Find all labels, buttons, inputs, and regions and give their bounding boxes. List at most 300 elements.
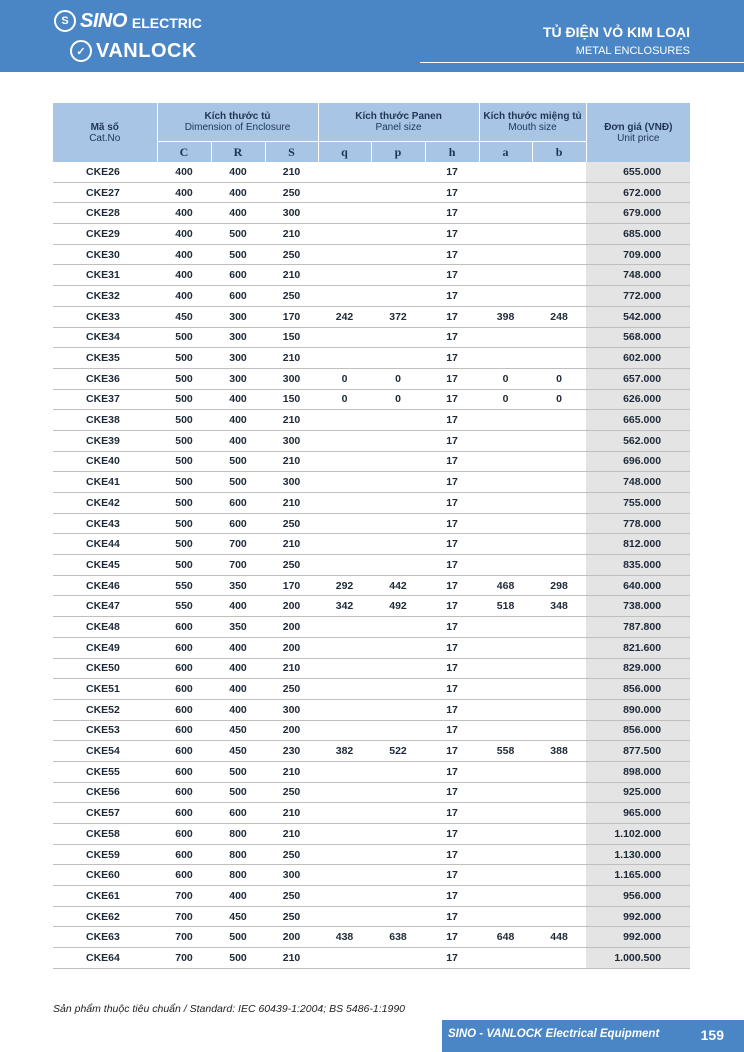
cell-r: 400 bbox=[211, 596, 265, 617]
cell-s: 250 bbox=[265, 182, 318, 203]
cell-p bbox=[371, 203, 425, 224]
cell-cat: CKE60 bbox=[53, 865, 157, 886]
cell-p bbox=[371, 286, 425, 307]
cell-q bbox=[318, 637, 371, 658]
table-row bbox=[53, 617, 690, 638]
cell-c: 500 bbox=[157, 430, 211, 451]
cell-cat: CKE40 bbox=[53, 451, 157, 472]
brand-vanlock: VANLOCK bbox=[96, 39, 197, 62]
cell-q: 342 bbox=[318, 596, 371, 617]
cell-price: 1.165.000 bbox=[586, 865, 690, 886]
cell-r: 450 bbox=[211, 741, 265, 762]
cell-b bbox=[532, 244, 586, 265]
cell-c: 600 bbox=[157, 699, 211, 720]
cell-a bbox=[479, 637, 532, 658]
cell-r: 300 bbox=[211, 327, 265, 348]
cell-b bbox=[532, 286, 586, 307]
table-row bbox=[53, 244, 690, 265]
cell-q bbox=[318, 410, 371, 431]
cell-a bbox=[479, 410, 532, 431]
cell-p bbox=[371, 948, 425, 969]
cell-c: 600 bbox=[157, 617, 211, 638]
cell-q: 382 bbox=[318, 741, 371, 762]
cell-p bbox=[371, 865, 425, 886]
cell-h: 17 bbox=[425, 286, 479, 307]
cell-cat: CKE55 bbox=[53, 761, 157, 782]
cell-q bbox=[318, 327, 371, 348]
cell-price: 856.000 bbox=[586, 720, 690, 741]
cell-s: 210 bbox=[265, 224, 318, 245]
header-price-en: Unit price bbox=[617, 132, 660, 144]
subheader-h: h bbox=[425, 142, 479, 163]
cell-p bbox=[371, 906, 425, 927]
cell-b bbox=[532, 451, 586, 472]
cell-price: 626.000 bbox=[586, 389, 690, 410]
cell-a: 0 bbox=[479, 368, 532, 389]
cell-price: 965.000 bbox=[586, 803, 690, 824]
cell-p bbox=[371, 782, 425, 803]
cell-a: 518 bbox=[479, 596, 532, 617]
cell-q bbox=[318, 844, 371, 865]
header-panel-vn: Kích thước Panen bbox=[355, 111, 442, 122]
cell-a bbox=[479, 761, 532, 782]
cell-a: 648 bbox=[479, 927, 532, 948]
cell-b bbox=[532, 699, 586, 720]
cell-a bbox=[479, 182, 532, 203]
cell-q bbox=[318, 513, 371, 534]
cell-a bbox=[479, 803, 532, 824]
cell-q bbox=[318, 265, 371, 286]
cell-p bbox=[371, 162, 425, 182]
cell-price: 956.000 bbox=[586, 886, 690, 907]
cell-s: 210 bbox=[265, 534, 318, 555]
cell-q bbox=[318, 948, 371, 969]
cell-a: 398 bbox=[479, 306, 532, 327]
cell-q bbox=[318, 617, 371, 638]
cell-c: 500 bbox=[157, 389, 211, 410]
cell-h: 17 bbox=[425, 327, 479, 348]
cell-r: 400 bbox=[211, 658, 265, 679]
brand-logo bbox=[54, 6, 202, 66]
table-row bbox=[53, 637, 690, 658]
cell-s: 300 bbox=[265, 430, 318, 451]
cell-q bbox=[318, 886, 371, 907]
cell-b bbox=[532, 906, 586, 927]
cell-q bbox=[318, 451, 371, 472]
cell-s: 250 bbox=[265, 844, 318, 865]
cell-cat: CKE57 bbox=[53, 803, 157, 824]
cell-h: 17 bbox=[425, 679, 479, 700]
cell-h: 17 bbox=[425, 203, 479, 224]
cell-b bbox=[532, 513, 586, 534]
price-table bbox=[53, 103, 690, 969]
cell-c: 600 bbox=[157, 720, 211, 741]
cell-cat: CKE46 bbox=[53, 575, 157, 596]
cell-a bbox=[479, 844, 532, 865]
cell-q: 438 bbox=[318, 927, 371, 948]
cell-b bbox=[532, 844, 586, 865]
cell-r: 450 bbox=[211, 720, 265, 741]
cell-c: 500 bbox=[157, 555, 211, 576]
cell-h: 17 bbox=[425, 244, 479, 265]
cell-s: 300 bbox=[265, 203, 318, 224]
cell-c: 500 bbox=[157, 451, 211, 472]
cell-b bbox=[532, 410, 586, 431]
cell-p bbox=[371, 451, 425, 472]
cell-s: 170 bbox=[265, 575, 318, 596]
cell-p bbox=[371, 513, 425, 534]
cell-cat: CKE44 bbox=[53, 534, 157, 555]
header-price bbox=[586, 103, 690, 162]
cell-a bbox=[479, 451, 532, 472]
cell-b: 388 bbox=[532, 741, 586, 762]
cell-h: 17 bbox=[425, 699, 479, 720]
table-row bbox=[53, 782, 690, 803]
cell-cat: CKE62 bbox=[53, 906, 157, 927]
cell-r: 400 bbox=[211, 162, 265, 182]
cell-h: 17 bbox=[425, 617, 479, 638]
table-row bbox=[53, 224, 690, 245]
cell-cat: CKE54 bbox=[53, 741, 157, 762]
cell-a bbox=[479, 286, 532, 307]
cell-price: 738.000 bbox=[586, 596, 690, 617]
cell-b bbox=[532, 803, 586, 824]
cell-price: 679.000 bbox=[586, 203, 690, 224]
cell-r: 500 bbox=[211, 472, 265, 493]
cell-cat: CKE38 bbox=[53, 410, 157, 431]
cell-price: 748.000 bbox=[586, 472, 690, 493]
cell-c: 400 bbox=[157, 286, 211, 307]
table-row bbox=[53, 844, 690, 865]
cell-c: 500 bbox=[157, 327, 211, 348]
cell-c: 550 bbox=[157, 596, 211, 617]
cell-q bbox=[318, 679, 371, 700]
cell-p bbox=[371, 493, 425, 514]
cell-r: 300 bbox=[211, 306, 265, 327]
cell-a bbox=[479, 472, 532, 493]
cell-c: 600 bbox=[157, 844, 211, 865]
cell-h: 17 bbox=[425, 906, 479, 927]
header-mouth-vn: Kích thước miệng tủ bbox=[483, 111, 582, 122]
cell-s: 250 bbox=[265, 513, 318, 534]
cell-h: 17 bbox=[425, 306, 479, 327]
table-row bbox=[53, 803, 690, 824]
cell-h: 17 bbox=[425, 803, 479, 824]
cell-q bbox=[318, 182, 371, 203]
cell-c: 500 bbox=[157, 348, 211, 369]
subheader-b: b bbox=[532, 142, 586, 163]
cell-cat: CKE26 bbox=[53, 162, 157, 182]
cell-r: 400 bbox=[211, 389, 265, 410]
cell-c: 600 bbox=[157, 865, 211, 886]
table-row bbox=[53, 430, 690, 451]
cell-h: 17 bbox=[425, 761, 479, 782]
cell-b bbox=[532, 679, 586, 700]
cell-b bbox=[532, 617, 586, 638]
cell-price: 655.000 bbox=[586, 162, 690, 182]
cell-p bbox=[371, 472, 425, 493]
cell-cat: CKE61 bbox=[53, 886, 157, 907]
cell-b bbox=[532, 555, 586, 576]
cell-r: 600 bbox=[211, 513, 265, 534]
cell-a bbox=[479, 948, 532, 969]
cell-b bbox=[532, 493, 586, 514]
cell-a bbox=[479, 430, 532, 451]
cell-q bbox=[318, 555, 371, 576]
cell-q bbox=[318, 203, 371, 224]
cell-q bbox=[318, 824, 371, 845]
table-row bbox=[53, 658, 690, 679]
cell-q: 0 bbox=[318, 389, 371, 410]
cell-r: 500 bbox=[211, 782, 265, 803]
cell-r: 350 bbox=[211, 617, 265, 638]
cell-s: 200 bbox=[265, 596, 318, 617]
cell-h: 17 bbox=[425, 493, 479, 514]
cell-q bbox=[318, 224, 371, 245]
cell-q bbox=[318, 803, 371, 824]
cell-p bbox=[371, 244, 425, 265]
cell-c: 700 bbox=[157, 906, 211, 927]
table-row bbox=[53, 513, 690, 534]
cell-a bbox=[479, 244, 532, 265]
header-panel bbox=[318, 103, 479, 142]
cell-cat: CKE49 bbox=[53, 637, 157, 658]
header-dimension bbox=[157, 103, 318, 142]
cell-s: 210 bbox=[265, 761, 318, 782]
cell-s: 300 bbox=[265, 472, 318, 493]
cell-c: 600 bbox=[157, 803, 211, 824]
cell-a bbox=[479, 534, 532, 555]
cell-c: 400 bbox=[157, 203, 211, 224]
cell-r: 500 bbox=[211, 224, 265, 245]
cell-q bbox=[318, 286, 371, 307]
cell-price: 672.000 bbox=[586, 182, 690, 203]
cell-h: 17 bbox=[425, 182, 479, 203]
cell-s: 210 bbox=[265, 658, 318, 679]
table-row bbox=[53, 472, 690, 493]
cell-p: 372 bbox=[371, 306, 425, 327]
cell-c: 500 bbox=[157, 368, 211, 389]
cell-s: 250 bbox=[265, 782, 318, 803]
cell-cat: CKE30 bbox=[53, 244, 157, 265]
header-cat-no-en: Cat.No bbox=[89, 132, 121, 144]
cell-s: 250 bbox=[265, 886, 318, 907]
table-row bbox=[53, 327, 690, 348]
cell-r: 800 bbox=[211, 865, 265, 886]
cell-r: 500 bbox=[211, 948, 265, 969]
cell-b bbox=[532, 348, 586, 369]
cell-h: 17 bbox=[425, 824, 479, 845]
cell-price: 772.000 bbox=[586, 286, 690, 307]
cell-p bbox=[371, 679, 425, 700]
cell-q bbox=[318, 430, 371, 451]
cell-price: 657.000 bbox=[586, 368, 690, 389]
cell-r: 400 bbox=[211, 679, 265, 700]
cell-h: 17 bbox=[425, 162, 479, 182]
cell-r: 800 bbox=[211, 844, 265, 865]
cell-price: 787.800 bbox=[586, 617, 690, 638]
cell-h: 17 bbox=[425, 927, 479, 948]
cell-p bbox=[371, 699, 425, 720]
table-row bbox=[53, 534, 690, 555]
subheader-r: R bbox=[211, 142, 265, 163]
cell-q: 0 bbox=[318, 368, 371, 389]
cell-cat: CKE34 bbox=[53, 327, 157, 348]
table-row bbox=[53, 699, 690, 720]
table-row bbox=[53, 182, 690, 203]
cell-cat: CKE28 bbox=[53, 203, 157, 224]
cell-price: 1.130.000 bbox=[586, 844, 690, 865]
table-row bbox=[53, 906, 690, 927]
cell-price: 755.000 bbox=[586, 493, 690, 514]
cell-price: 685.000 bbox=[586, 224, 690, 245]
cell-cat: CKE31 bbox=[53, 265, 157, 286]
cell-p bbox=[371, 327, 425, 348]
cell-a bbox=[479, 493, 532, 514]
cell-p bbox=[371, 555, 425, 576]
cell-a bbox=[479, 658, 532, 679]
subheader-p: p bbox=[371, 142, 425, 163]
cell-price: 709.000 bbox=[586, 244, 690, 265]
cell-price: 778.000 bbox=[586, 513, 690, 534]
cell-c: 450 bbox=[157, 306, 211, 327]
footer-brand-text: SINO - VANLOCK Electrical Equipment bbox=[448, 1028, 660, 1040]
cell-q bbox=[318, 761, 371, 782]
cell-r: 400 bbox=[211, 182, 265, 203]
table-row bbox=[53, 720, 690, 741]
cell-price: 856.000 bbox=[586, 679, 690, 700]
cell-price: 568.000 bbox=[586, 327, 690, 348]
cell-a bbox=[479, 617, 532, 638]
cell-s: 210 bbox=[265, 948, 318, 969]
cell-r: 500 bbox=[211, 761, 265, 782]
page-number: 159 bbox=[700, 1027, 724, 1043]
subheader-q: q bbox=[318, 142, 371, 163]
cell-b bbox=[532, 182, 586, 203]
cell-cat: CKE58 bbox=[53, 824, 157, 845]
cell-price: 602.000 bbox=[586, 348, 690, 369]
cell-price: 665.000 bbox=[586, 410, 690, 431]
cell-q bbox=[318, 162, 371, 182]
cell-q: 292 bbox=[318, 575, 371, 596]
cell-c: 600 bbox=[157, 637, 211, 658]
cell-s: 170 bbox=[265, 306, 318, 327]
cell-cat: CKE41 bbox=[53, 472, 157, 493]
cell-cat: CKE43 bbox=[53, 513, 157, 534]
cell-price: 890.000 bbox=[586, 699, 690, 720]
cell-r: 300 bbox=[211, 368, 265, 389]
header-panel-en: Panel size bbox=[375, 122, 422, 133]
table-row bbox=[53, 741, 690, 762]
cell-h: 17 bbox=[425, 368, 479, 389]
cell-a bbox=[479, 782, 532, 803]
table-row bbox=[53, 824, 690, 845]
cell-r: 500 bbox=[211, 927, 265, 948]
cell-b bbox=[532, 203, 586, 224]
cell-p: 0 bbox=[371, 389, 425, 410]
cell-p: 0 bbox=[371, 368, 425, 389]
cell-p bbox=[371, 844, 425, 865]
price-table-container bbox=[53, 103, 690, 969]
cell-h: 17 bbox=[425, 637, 479, 658]
table-row bbox=[53, 948, 690, 969]
header-mouth-en: Mouth size bbox=[508, 122, 557, 133]
table-row bbox=[53, 265, 690, 286]
header-dimension-vn: Kích thước tủ bbox=[204, 111, 271, 122]
cell-h: 17 bbox=[425, 948, 479, 969]
cell-s: 250 bbox=[265, 906, 318, 927]
cell-price: 821.600 bbox=[586, 637, 690, 658]
cell-c: 600 bbox=[157, 741, 211, 762]
table-row bbox=[53, 886, 690, 907]
cell-b bbox=[532, 865, 586, 886]
cell-r: 600 bbox=[211, 493, 265, 514]
cell-r: 800 bbox=[211, 824, 265, 845]
table-row bbox=[53, 865, 690, 886]
standard-footnote: Sản phẩm thuộc tiêu chuẩn / Standard: IEC 60439-1:2004; BS 5486-1:1990 bbox=[53, 1003, 406, 1015]
cell-r: 400 bbox=[211, 886, 265, 907]
cell-s: 300 bbox=[265, 865, 318, 886]
cell-price: 898.000 bbox=[586, 761, 690, 782]
cell-h: 17 bbox=[425, 782, 479, 803]
table-row bbox=[53, 203, 690, 224]
cell-s: 230 bbox=[265, 741, 318, 762]
cell-b bbox=[532, 824, 586, 845]
table-row bbox=[53, 286, 690, 307]
subheader-a: a bbox=[479, 142, 532, 163]
cell-s: 210 bbox=[265, 803, 318, 824]
cell-b: 348 bbox=[532, 596, 586, 617]
cell-b: 248 bbox=[532, 306, 586, 327]
table-row bbox=[53, 368, 690, 389]
cell-c: 700 bbox=[157, 948, 211, 969]
cell-c: 600 bbox=[157, 679, 211, 700]
cell-price: 542.000 bbox=[586, 306, 690, 327]
cell-r: 700 bbox=[211, 534, 265, 555]
cell-price: 925.000 bbox=[586, 782, 690, 803]
table-row bbox=[53, 306, 690, 327]
cell-s: 210 bbox=[265, 493, 318, 514]
cell-c: 600 bbox=[157, 782, 211, 803]
cell-h: 17 bbox=[425, 865, 479, 886]
cell-p bbox=[371, 410, 425, 431]
cell-p bbox=[371, 430, 425, 451]
cell-cat: CKE27 bbox=[53, 182, 157, 203]
cell-q bbox=[318, 472, 371, 493]
cell-a bbox=[479, 555, 532, 576]
subheader-c: C bbox=[157, 142, 211, 163]
subheader-s: S bbox=[265, 142, 318, 163]
cell-b bbox=[532, 472, 586, 493]
cell-c: 600 bbox=[157, 658, 211, 679]
cell-h: 17 bbox=[425, 224, 479, 245]
cell-s: 210 bbox=[265, 824, 318, 845]
cell-q bbox=[318, 782, 371, 803]
cell-h: 17 bbox=[425, 844, 479, 865]
cell-s: 300 bbox=[265, 368, 318, 389]
cell-b bbox=[532, 658, 586, 679]
vanlock-logo-icon: ✓ bbox=[70, 40, 92, 62]
cell-a bbox=[479, 513, 532, 534]
cell-cat: CKE33 bbox=[53, 306, 157, 327]
cell-r: 400 bbox=[211, 637, 265, 658]
header-divider bbox=[420, 62, 744, 63]
cell-p: 442 bbox=[371, 575, 425, 596]
cell-s: 250 bbox=[265, 286, 318, 307]
cell-h: 17 bbox=[425, 472, 479, 493]
cell-q bbox=[318, 348, 371, 369]
cell-b bbox=[532, 430, 586, 451]
